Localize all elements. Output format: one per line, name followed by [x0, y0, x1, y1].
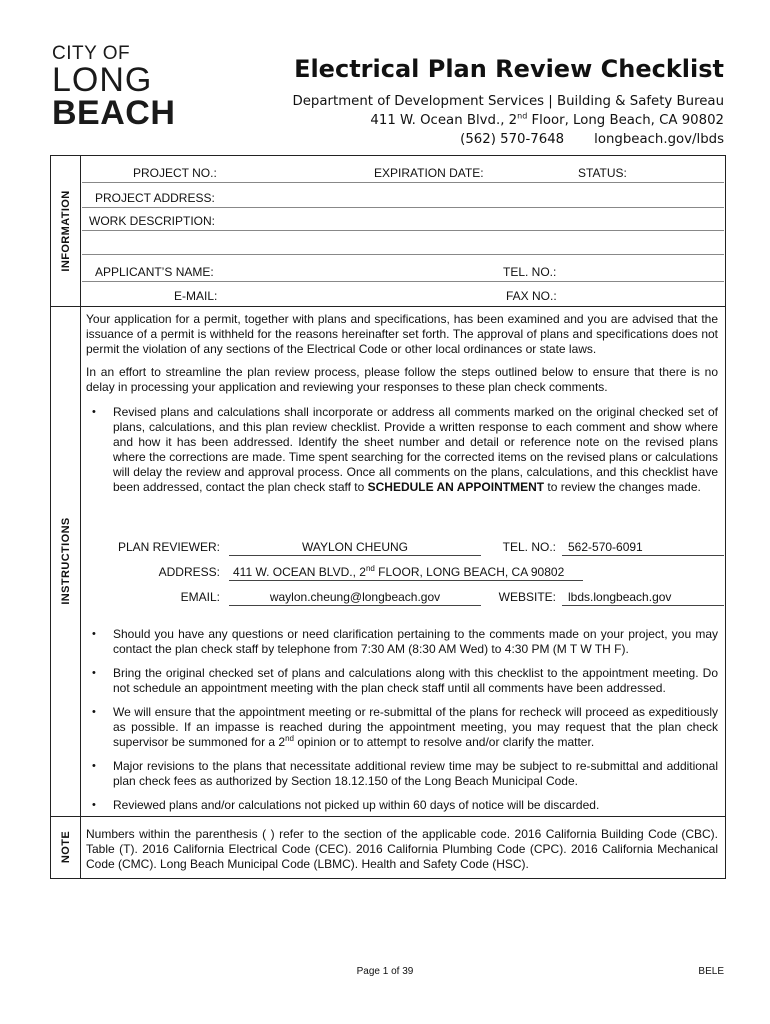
- instructions-paragraph-2: In an effort to streamline the plan review process, please follow the steps outlined below to ensure that there is no delay in processing your application and reviewing your responses to these plan check comments.: [86, 365, 718, 394]
- note-text: Numbers within the parenthesis ( ) refer to the section of the applicable code. 2016 California Building Code (CBC). Table (T). 2016 California Electrical Code (CEC). 2016 California Plumbing Code (CPC). 2016 California Mechanical Code (CMC). Long Beach Municipal Code (LBMC). Health and Safety Code (HSC).: [86, 827, 718, 871]
- project-address-label: PROJECT ADDRESS:: [95, 191, 215, 205]
- field-line[interactable]: [82, 207, 724, 208]
- tel-no-label: TEL. NO.:: [503, 265, 557, 279]
- reviewer-tel-value: 562-570-6091: [562, 540, 724, 556]
- website-link[interactable]: longbeach.gov/lbds: [594, 132, 724, 147]
- phone-number: (562) 570-7648: [460, 132, 565, 147]
- logo-line-long: LONG: [52, 61, 153, 99]
- bullet-appointment: We will ensure that the appointment meeting or re-submittal of the plans for recheck will proceed as expeditiously as possible. If an impasse is reached during the appointment meeting, you may request that the plan check supervisor be summoned for a 2nd opinion or to attempt to resolve and/or clarify the matter.: [113, 705, 718, 749]
- page-title: Electrical Plan Review Checklist: [294, 55, 724, 83]
- applicant-name-label: APPLICANT’S NAME:: [95, 265, 214, 279]
- field-line[interactable]: [82, 230, 724, 231]
- bullet-icon: •: [92, 667, 96, 679]
- bullet-icon: •: [92, 760, 96, 772]
- form-code: BELE: [698, 966, 724, 977]
- bullet-questions: Should you have any questions or need clarification pertaining to the comments made on your project, you may contact the plan check staff by telephone from 7:30 AM (8:30 AM Wed) to 4:30 PM (M T W TH F).: [113, 627, 718, 656]
- work-description-label: WORK DESCRIPTION:: [89, 214, 216, 228]
- bullet-revised-plans: Revised plans and calculations shall incorporate or address all comments marked on the original checked set of plans, calculations, and this plan review checklist. Provide a written response to each comment and show where and how it has been addressed. Identify the sheet number and detail or reference note on the revised plans where the corrections are made. Time spent searching for the corrected items on the revised plans or calculations will delay the review and approval process. Once all comments on the plans, calculations, and this checklist have been addressed, contact the plan check staff to SCHEDULE AN APPOINTMENT to review the changes made.: [113, 405, 718, 494]
- reviewer-address-label: ADDRESS:: [158, 565, 220, 579]
- expiration-date-label: EXPIRATION DATE:: [374, 166, 484, 180]
- logo-line-beach: BEACH: [52, 94, 176, 132]
- email-label: E-MAIL:: [174, 289, 218, 303]
- page-number: Page 1 of 39: [356, 966, 414, 977]
- reviewer-website-value[interactable]: lbds.longbeach.gov: [562, 590, 724, 606]
- bullet-icon: •: [92, 706, 96, 718]
- bullet-icon: •: [92, 799, 96, 811]
- instructions-section-label: INSTRUCTIONS: [59, 517, 72, 605]
- city-logo: [52, 44, 192, 130]
- department-line: Department of Development Services | Building & Safety Bureau: [292, 94, 724, 109]
- reviewer-address-value: 411 W. OCEAN BLVD., 2nd FLOOR, LONG BEACH, CA 90802: [229, 565, 583, 581]
- bullet-bring-plans: Bring the original checked set of plans and calculations along with this checklist to the appointment meeting. Do not schedule an appointment meeting with the plan check staff until all comments have been addressed.: [113, 666, 718, 695]
- section-divider: [51, 816, 725, 817]
- logo-line-city-of: CITY OF: [52, 43, 131, 64]
- field-line[interactable]: [82, 254, 724, 255]
- information-section-label: INFORMATION: [59, 190, 72, 272]
- bullet-discarded: Reviewed plans and/or calculations not picked up within 60 days of notice will be discarded.: [113, 798, 600, 812]
- reviewer-email-value[interactable]: waylon.cheung@longbeach.gov: [229, 590, 481, 606]
- bullet-icon: •: [92, 628, 96, 640]
- reviewer-email-label: EMAIL:: [180, 590, 220, 604]
- project-no-label: PROJECT NO.:: [133, 166, 217, 180]
- fax-no-label: FAX NO.:: [506, 289, 557, 303]
- document-header: [293, 52, 724, 149]
- bullet-icon: •: [92, 406, 96, 418]
- reviewer-website-label: WEBSITE:: [498, 590, 556, 604]
- field-line[interactable]: [82, 182, 724, 183]
- field-line[interactable]: [82, 281, 724, 282]
- reviewer-tel-label: TEL. NO.:: [502, 540, 556, 554]
- contact-line: [293, 130, 724, 149]
- section-divider: [51, 306, 725, 307]
- address-line: 411 W. Ocean Blvd., 2nd Floor, Long Beach, CA 90802: [370, 111, 724, 128]
- plan-reviewer-label: PLAN REVIEWER:: [117, 540, 220, 554]
- status-label: STATUS:: [578, 166, 627, 180]
- plan-reviewer-value: WAYLON CHEUNG: [229, 540, 481, 556]
- note-sidebar: [51, 816, 81, 878]
- instructions-paragraph-1: Your application for a permit, together with plans and specifications, has been examined and you are advised that the issuance of a permit is withheld for the reasons hereinafter set forth. The approval of plans and specifications does not permit the violation of any sections of the Electrical Code or other local ordinances or state laws.: [86, 312, 718, 356]
- instructions-sidebar: [51, 306, 81, 816]
- bullet-major-revisions: Major revisions to the plans that necessitate additional review time may be subject to re-submittal and additional plan check fees as authorized by Section 18.12.150 of the Long Beach Municipal Code.: [113, 759, 718, 788]
- note-section-label: NOTE: [59, 830, 72, 864]
- information-sidebar: [51, 156, 81, 306]
